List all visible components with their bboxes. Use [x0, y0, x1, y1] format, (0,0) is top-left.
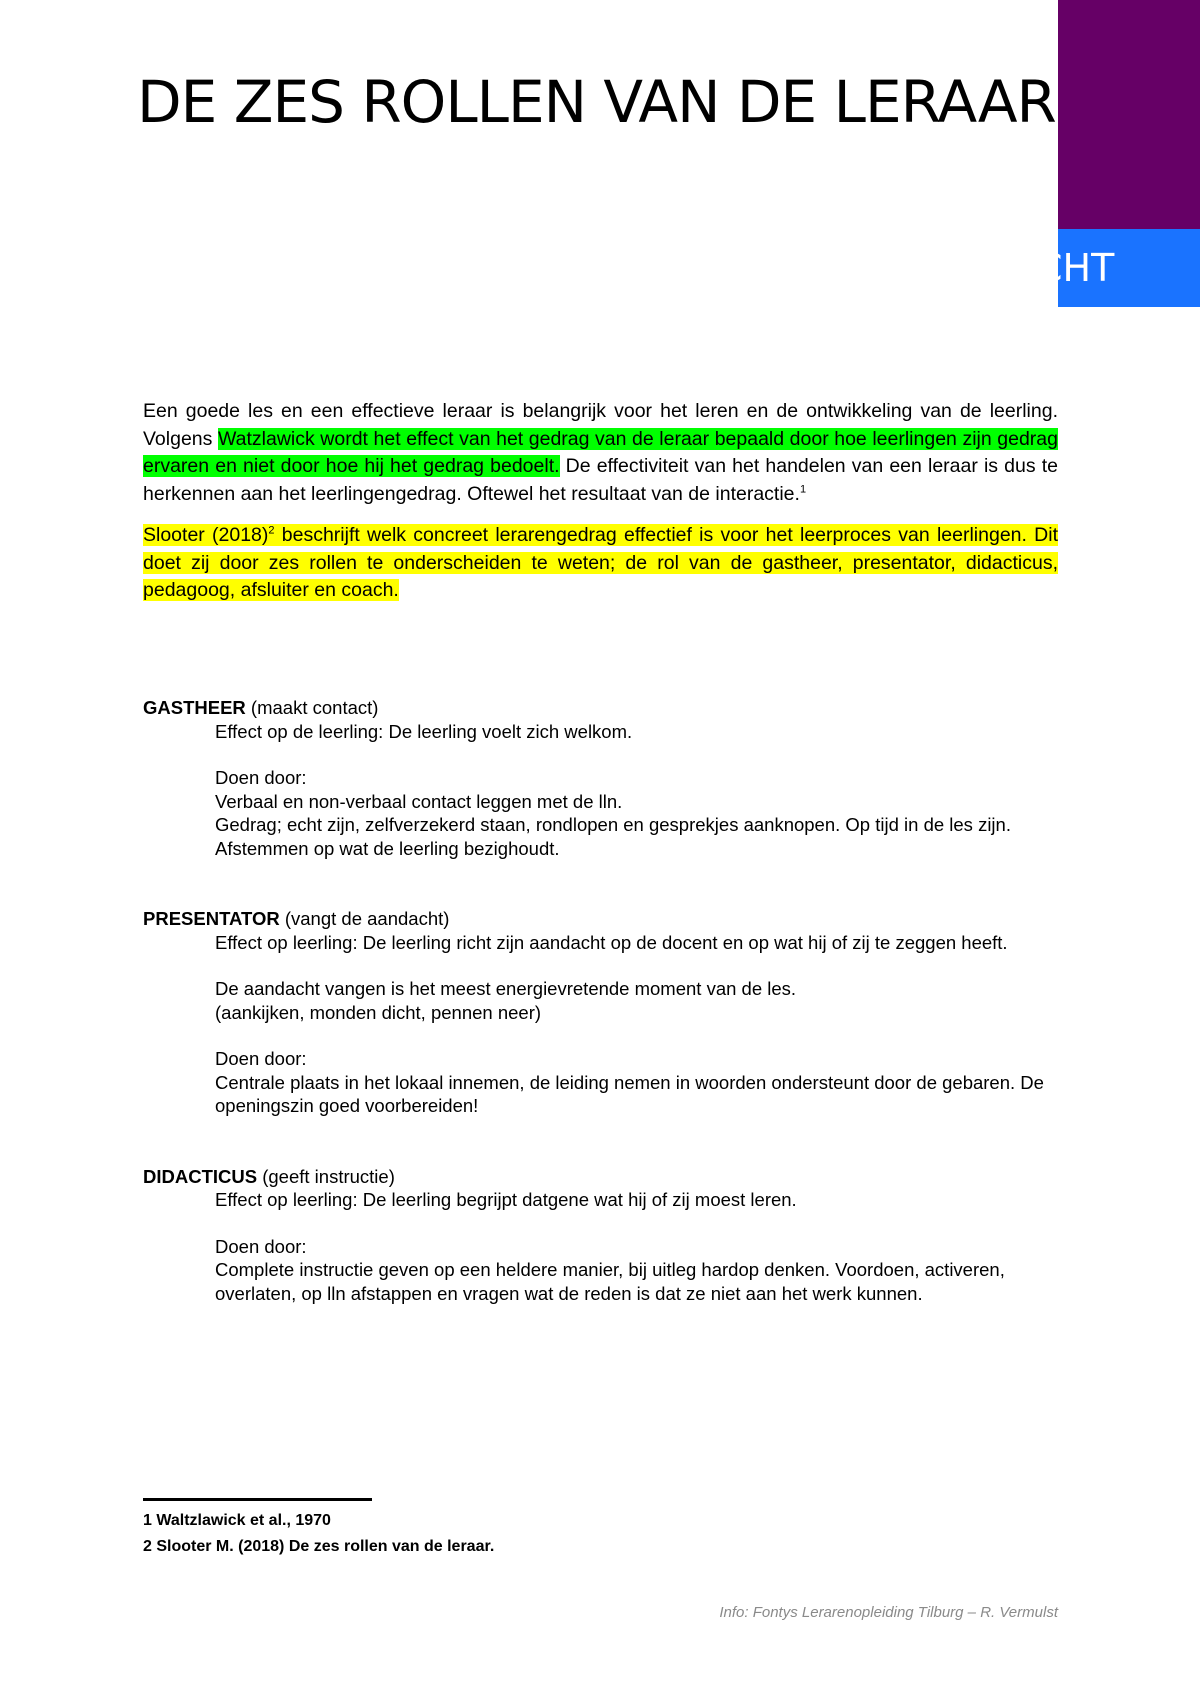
header-purple-band — [1058, 0, 1200, 229]
role-didacticus — [143, 1165, 1058, 1306]
role-body — [215, 1188, 1058, 1305]
role-note — [215, 977, 1058, 1024]
page-title: DE ZES ROLLEN VAN DE LERAAR — [137, 68, 1056, 136]
doen-item: Verbaal en non-verbaal contact leggen met de lln. — [215, 790, 623, 812]
highlight-green: Watzlawick wordt het effect van het gedrag van de leraar bepaald door hoe leerlingen zijn gedrag ervaren en niet door hoe hij het gedrag bedoelt. — [143, 427, 1058, 477]
doen-label: Doen door: — [215, 1048, 307, 1069]
doen-label: Doen door: — [215, 767, 307, 788]
note-line: (aankijken, monden dicht, pennen neer) — [215, 1001, 542, 1023]
doen-label: Doen door: — [215, 1235, 307, 1257]
page-footer: Info: Fontys Lerarenopleiding Tilburg – R. Vermulst — [719, 1604, 1058, 1621]
footnote-ref-2: 2 — [268, 524, 275, 537]
role-body — [215, 931, 1058, 1118]
role-doen-door — [215, 1235, 1058, 1306]
header-blue-band — [1036, 229, 1200, 307]
footnote-1: 1 Waltzlawick et al., 1970 — [143, 1512, 331, 1529]
role-doen-door — [215, 1047, 1058, 1118]
role-name: PRESENTATOR — [143, 908, 280, 929]
role-name: GASTHEER — [143, 697, 246, 718]
role-heading — [143, 1165, 1058, 1189]
footnotes — [143, 1508, 494, 1560]
footnote-2: 2 Slooter M. (2018) De zes rollen van de leraar. — [143, 1538, 495, 1555]
role-description: (maakt contact) — [245, 697, 379, 718]
role-heading — [143, 907, 1058, 931]
role-name: DIDACTICUS — [143, 1165, 258, 1187]
role-heading — [143, 696, 1058, 720]
band-text: CHT — [1036, 246, 1115, 290]
role-doen-door — [215, 766, 1058, 860]
roles-section — [143, 696, 1058, 1352]
role-body — [215, 720, 1058, 861]
intro-paragraph-1 — [143, 398, 1058, 508]
footnote-ref-1: 1 — [799, 483, 807, 495]
doen-item: Complete instructie geven op een heldere manier, bij uitleg hardop denken. Voordoen, activeren, overlaten, op lln afstappen en vragen wat de reden is dat ze niet aan het werk kunnen. — [215, 1259, 1005, 1304]
intro-section — [143, 398, 1058, 619]
role-effect: Effect op leerling: De leerling richt zijn aandacht op de docent en op wat hij of zij te zeggen heeft. — [215, 931, 1008, 953]
footnote-separator — [143, 1498, 372, 1501]
note-line: De aandacht vangen is het meest energievretende moment van de les. — [215, 978, 797, 999]
intro-text: Een goede les en een effectieve leraar is belangrijk voor het leren en de ontwikkeling van de leerling. Volgens — [143, 400, 1058, 450]
role-effect: Effect op de leerling: De leerling voelt zich welkom. — [215, 720, 633, 742]
slooter-ref: Slooter (2018) — [143, 524, 269, 546]
intro-text-continued: De effectiviteit van het handelen van een leraar is dus te herkennen aan het leerlingengedrag. Oftewel het resultaat van de interactie. — [143, 455, 1058, 505]
role-description: (vangt de aandacht) — [279, 908, 450, 929]
doen-item: Centrale plaats in het lokaal innemen, de leiding nemen in woorden ondersteunt door de gebaren. De openingszin goed voorbereiden! — [215, 1071, 1044, 1116]
doen-item: Gedrag; echt zijn, zelfverzekerd staan, rondlopen en gesprekjes aanknopen. Op tijd in de les zijn. Afstemmen op wat de leerling bezighoudt. — [215, 814, 1011, 859]
role-effect: Effect op leerling: De leerling begrijpt datgene wat hij of zij moest leren. — [215, 1189, 797, 1210]
role-description: (geeft instructie) — [257, 1165, 395, 1187]
highlight-yellow: beschrijft welk concreet lerarengedrag effectief is voor het leerproces van leerlingen. Dit doet zij door zes rollen te onderscheiden te weten; de rol van de gastheer, presentator, didacticus, pedagoog, afsluiter en coach. — [143, 524, 1058, 601]
role-presentator — [143, 907, 1058, 1118]
intro-paragraph-2 — [143, 522, 1058, 605]
role-gastheer — [143, 696, 1058, 860]
